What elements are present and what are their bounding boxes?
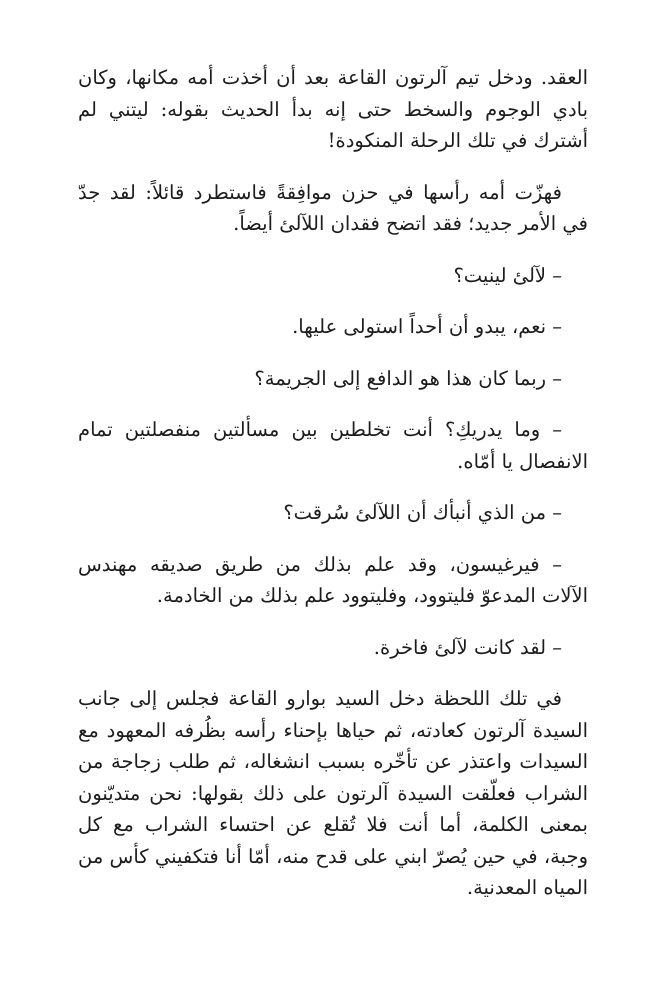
dialogue-line-4: – وما يدريكِ؟ أنت تخلطين بين مسألتين منفصلتين تمام الانفصال يا أمّاه. (78, 418, 588, 473)
paragraph-1: العقد. ودخل تيم آلرتون القاعة بعد أن أخذت أمه مكانها، وكان بادي الوجوم والسخط حتى إنه بدأ الحديث بقوله: ليتني لم أشترك في تلك الرحلة المنكودة! (78, 66, 588, 152)
book-page (78, 62, 588, 904)
dialogue-line-5: – من الذي أنبأك أن اللآلئ سُرقت؟ (283, 501, 562, 524)
dialogue-line-6: – فيرغيسون، وقد علم بذلك من طريق صديقه مهندس الآلات المدعوّ فليتوود، وفليتوود علم بذلك من الخادمة. (78, 552, 588, 607)
dialogue-line-7: – لقد كانت لآلئ فاخرة. (373, 635, 562, 659)
paragraph-final: في تلك اللحظة دخل السيد بوارو القاعة فجلس إلى جانب السيدة آلرتون كعادته، ثم حياها بإحناء رأسه بظُرفه المعهود مع السيدات واعتذر عن تأخّره بسبب انشغاله، ثم طلب زجاجة من الشراب فعلّقت السيدة آلرتون على ذلك بقولها: نحن متديّنون بمعنى الكلمة، أما أنت فلا تُقلع عن احتساء الشراب مع كل وجبة، في حين يُصرّ ابني على قدح منه، أمّا أنا فتكفيني كأس من المياه المعدنية. (78, 687, 588, 899)
dialogue-line-3: – ربما كان هذا هو الدافع إلى الجريمة؟ (254, 366, 562, 390)
dialogue-line-2: – نعم، يبدو أن أحداً استولى عليها. (292, 315, 562, 338)
dialogue-line-1: – لآلئ لينيت؟ (453, 263, 562, 287)
paragraph-2: فهزّت أمه رأسها في حزن موافِقةً فاستطرد قائلاً: لقد جدّ في الأمر جديد؛ فقد اتضح فقدان اللآلئ أيضاً. (78, 180, 588, 235)
